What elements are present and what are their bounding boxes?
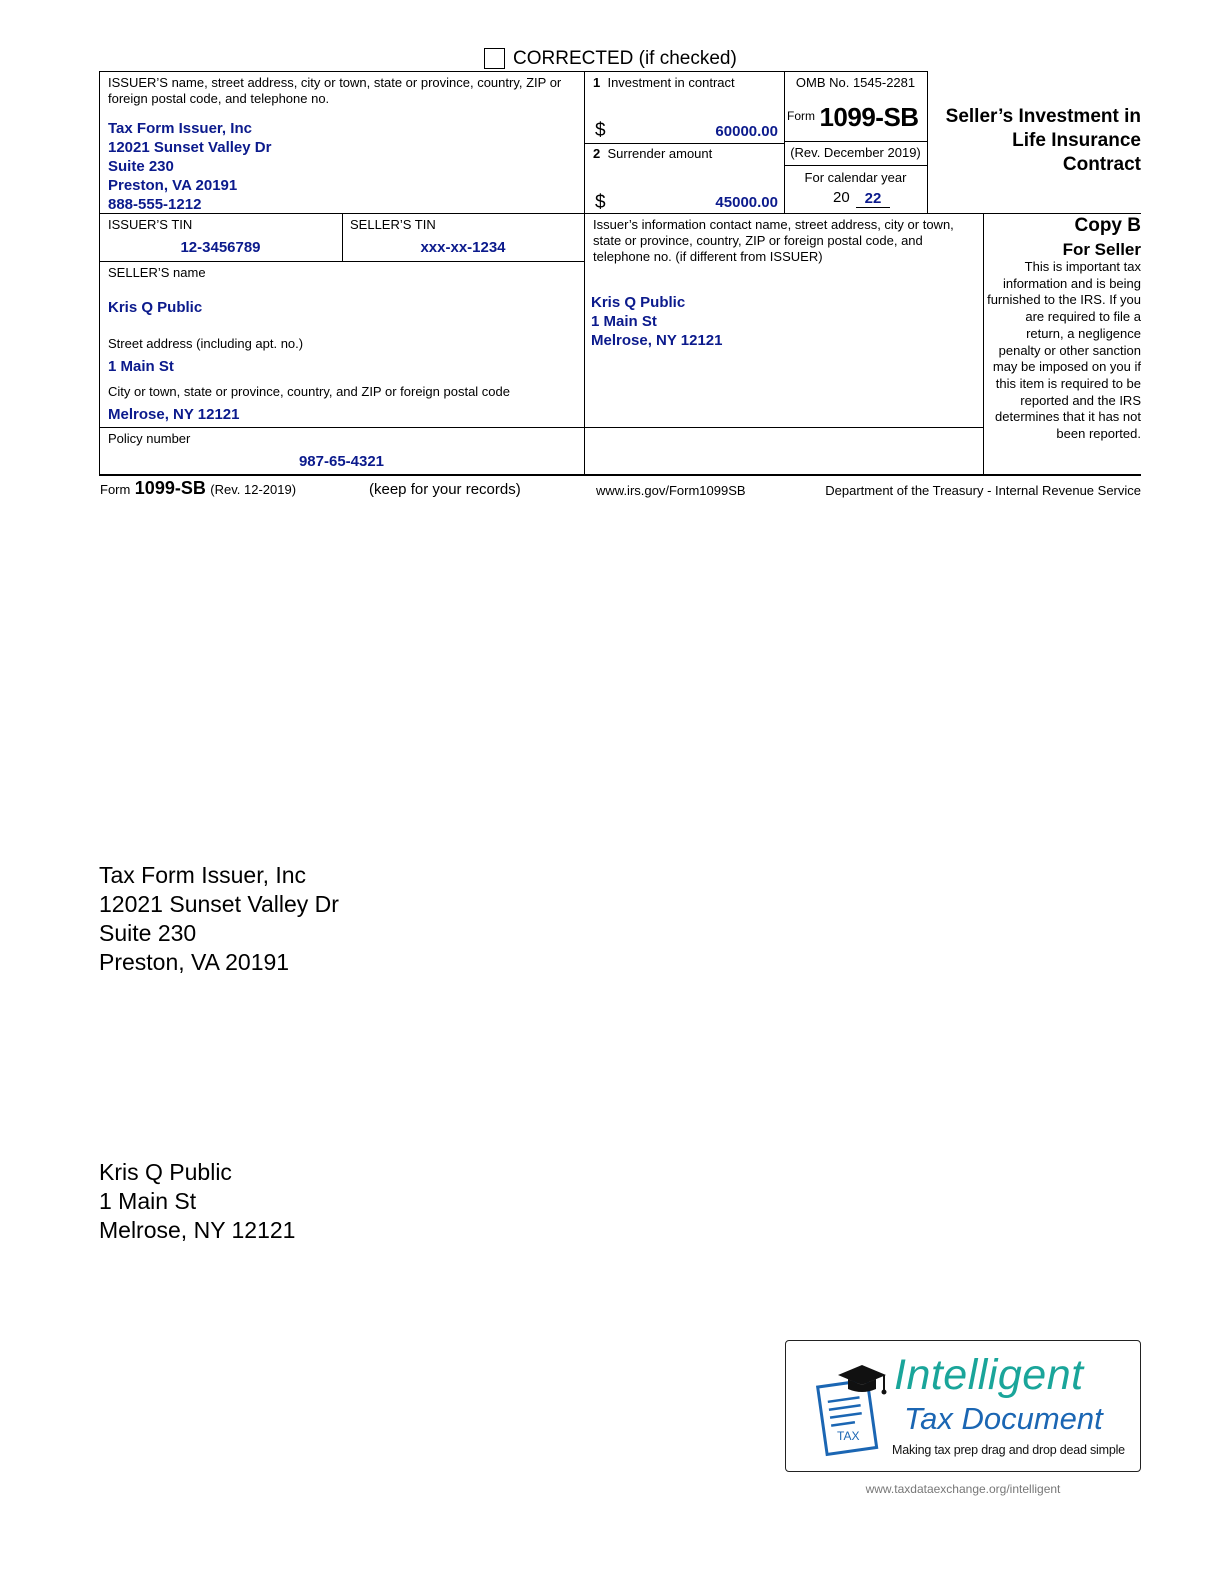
form-revision: (Rev. December 2019) (790, 145, 921, 160)
omb-number: OMB No. 1545-2281 (795, 75, 916, 90)
tax-document-icon (814, 1361, 894, 1461)
logo-tagline: Making tax prep drag and drop dead simple (892, 1443, 1125, 1457)
footer-department: Department of the Treasury - Internal Revenue Service (825, 483, 1141, 498)
logo-url[interactable]: www.taxdataexchange.org/intelligent (865, 1482, 1061, 1496)
mail-to-address (99, 1158, 295, 1245)
seller-tin-value[interactable]: xxx-xx-1234 (420, 239, 506, 256)
box1-value[interactable]: 60000.00 (715, 123, 778, 140)
logo-badge: TAX (837, 1429, 860, 1443)
logo-line1: Intelligent (894, 1351, 1084, 1399)
footer-keep-records: (keep for your records) (369, 481, 521, 498)
seller-name-label: SELLER’S name (108, 265, 206, 280)
corrected-checkbox[interactable] (484, 48, 505, 69)
footer-form-word: Form (100, 482, 131, 497)
divider-tin-bottom (99, 261, 584, 262)
policy-label: Policy number (108, 431, 191, 446)
seller-city[interactable]: Melrose, NY 12121 (108, 406, 240, 423)
issuer-label: ISSUER’S name, street address, city or town, state or province, country, ZIP or foreign postal code, and telephone no. (108, 75, 562, 106)
contact-street[interactable]: 1 Main St (591, 313, 657, 330)
form-title-line2: Life Insurance (1012, 130, 1141, 151)
corrected-label: CORRECTED (if checked) (513, 48, 737, 69)
divider-rev-top (784, 141, 927, 142)
form-top-border (99, 71, 928, 72)
footer-form-number: 1099-SB (134, 478, 206, 498)
form-number-block (787, 102, 919, 133)
seller-street-label: Street address (including apt. no.) (108, 336, 304, 351)
divider-copy (983, 213, 984, 475)
copy-title: Copy B (1074, 215, 1141, 236)
form-word: Form (787, 109, 815, 123)
contact-label: Issuer’s information contact name, street address, city or town, state or province, country, ZIP or foreign postal code, and telephone no. (if different from ISSUER) (593, 217, 954, 264)
issuer-phone: 888-555-1212 (108, 196, 202, 213)
divider-row2-top (99, 213, 1141, 214)
form-left-border (99, 71, 100, 475)
policy-value[interactable]: 987-65-4321 (298, 453, 385, 470)
form-title-line1: Seller’s Investment in (945, 106, 1141, 127)
box1-number: 1 (593, 75, 601, 90)
copy-notice: This is important tax information and is being furnished to the IRS. If you are required to file a return, a negligence penalty or other sanction may be imposed on you if this item is required to be reported and the IRS determines that it has not been reported. (987, 259, 1141, 442)
mail-from-line: Tax Form Issuer, Inc (99, 862, 307, 888)
divider-rev-bottom (784, 165, 927, 166)
copy-subtitle: For Seller (1062, 240, 1141, 259)
form-bottom-border (99, 474, 1141, 476)
box1-label (593, 75, 735, 91)
divider-box1-omb (784, 71, 785, 214)
mail-to-line: Melrose, NY 12121 (99, 1217, 296, 1243)
mail-from-line: 12021 Sunset Valley Dr (99, 891, 339, 917)
logo-box (785, 1340, 1141, 1472)
calendar-year-suffix[interactable]: 22 (856, 190, 890, 208)
box1-currency: $ (595, 120, 606, 141)
divider-policy-top (99, 427, 983, 428)
footer-form-id (100, 478, 296, 499)
calendar-year-prefix: 20 (833, 189, 850, 206)
divider-box1-box2 (584, 143, 784, 144)
seller-street[interactable]: 1 Main St (108, 358, 174, 375)
mail-from-address (99, 861, 339, 977)
box2-label-text: Surrender amount (607, 146, 713, 161)
divider-issuer-box1 (584, 71, 585, 475)
issuer-city: Preston, VA 20191 (108, 177, 238, 194)
issuer-tin-label: ISSUER’S TIN (108, 217, 193, 232)
issuer-suite: Suite 230 (108, 158, 174, 175)
form-number: 1099-SB (819, 102, 919, 132)
box2-number: 2 (593, 146, 601, 161)
box2-label (593, 146, 712, 162)
mail-from-line: Preston, VA 20191 (99, 949, 290, 975)
form-title-line3: Contract (1062, 154, 1141, 175)
contact-city[interactable]: Melrose, NY 12121 (591, 332, 723, 349)
seller-city-label: City or town, state or province, country, and ZIP or foreign postal code (108, 384, 510, 399)
contact-name[interactable]: Kris Q Public (591, 294, 686, 311)
divider-omb-title (927, 71, 928, 214)
issuer-name: Tax Form Issuer, Inc (108, 120, 252, 137)
form-title (946, 105, 1141, 177)
mail-to-line: 1 Main St (99, 1188, 197, 1214)
issuer-street: 12021 Sunset Valley Dr (108, 139, 272, 156)
calendar-year-label: For calendar year (804, 170, 907, 185)
box2-currency: $ (595, 192, 606, 213)
box1-label-text: Investment in contract (607, 75, 735, 90)
footer-revision: (Rev. 12-2019) (210, 482, 297, 497)
logo-line2: Tax Document (904, 1401, 1103, 1436)
box2-value[interactable]: 45000.00 (715, 194, 778, 211)
footer-url[interactable]: www.irs.gov/Form1099SB (596, 483, 746, 498)
seller-name[interactable]: Kris Q Public (108, 299, 203, 316)
issuer-tin-value[interactable]: 12-3456789 (180, 239, 261, 256)
mail-to-line: Kris Q Public (99, 1159, 232, 1185)
seller-tin-label: SELLER’S TIN (350, 217, 436, 232)
mail-from-line: Suite 230 (99, 920, 197, 946)
